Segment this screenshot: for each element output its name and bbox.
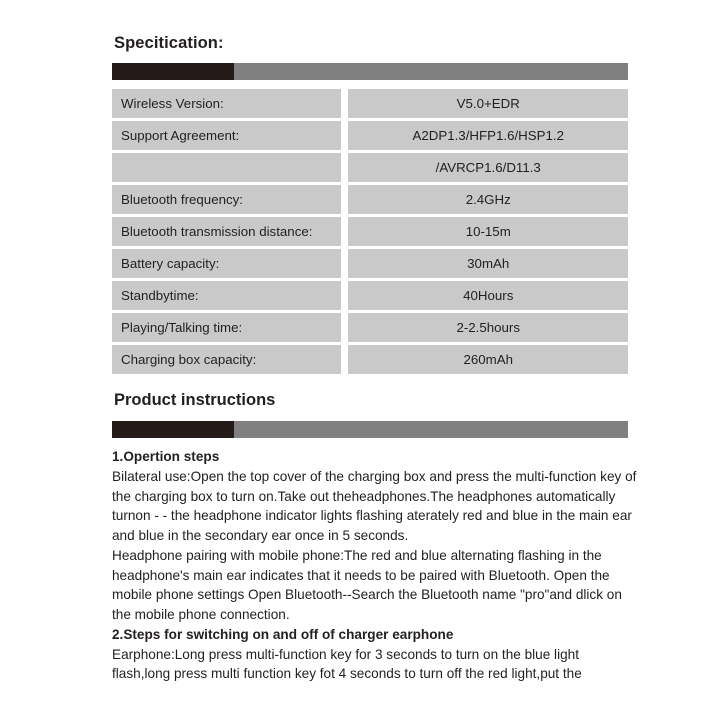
- spec-label: Bluetooth transmission distance:: [112, 217, 341, 249]
- spec-gap: [341, 121, 349, 153]
- spec-label: [112, 153, 341, 185]
- specification-title: Specitication:: [114, 34, 224, 52]
- divider-dark-segment: [112, 63, 234, 80]
- spec-value: 30mAh: [348, 249, 628, 281]
- spec-label: Support Agreement:: [112, 121, 341, 153]
- spec-gap: [341, 345, 349, 377]
- table-row: [112, 121, 628, 153]
- table-row: [112, 345, 628, 377]
- step-1-heading: 1.Opertion steps: [112, 449, 220, 464]
- spec-label: Bluetooth frequency:: [112, 185, 341, 217]
- spec-gap: [341, 89, 349, 121]
- spec-value: V5.0+EDR: [348, 89, 628, 121]
- spec-label: Wireless Version:: [112, 89, 341, 121]
- spec-value: 10-15m: [348, 217, 628, 249]
- spec-gap: [341, 249, 349, 281]
- spec-value: /AVRCP1.6/D11.3: [348, 153, 628, 185]
- spec-gap: [341, 153, 349, 185]
- spec-value: A2DP1.3/HFP1.6/HSP1.2: [348, 121, 628, 153]
- step-2-paragraph-1: Earphone:Long press multi-function key for 3 seconds to turn on the blue light flash,long press multi function key fot 4 seconds to turn off the red light,put the: [112, 646, 582, 682]
- specification-table: [112, 89, 628, 377]
- table-row: [112, 217, 628, 249]
- spec-gap: [341, 313, 349, 345]
- specification-table-body: [112, 89, 628, 377]
- step-1-paragraph-1: Bilateral use:Open the top cover of the charging box and press the multi-function key of the charging box to turn on.Take out theheadphones.The headphones automatically turnon - - the headphone indicator lights flashing aterately red and blue in the main ear and blue in the secondary ear once in 5 seconds.: [112, 468, 637, 544]
- spec-gap: [341, 217, 349, 249]
- step-1-paragraph-2: Headphone pairing with mobile phone:The red and blue alternating flashing in the headphone's main ear indicates that it needs to be paired with Bluetooth. Open the mobile phone settings Open Bluetooth--Search the Bluetooth name "pro"and dlick on the mobile phone connection.: [112, 547, 622, 623]
- table-row: [112, 313, 628, 345]
- divider-light-segment: [234, 421, 628, 438]
- product-instructions-title: Product instructions: [114, 391, 276, 409]
- spec-value: 260mAh: [348, 345, 628, 377]
- instructions-body: [112, 447, 640, 684]
- table-row: [112, 185, 628, 217]
- spec-value: 40Hours: [348, 281, 628, 313]
- instructions-divider-bar: [112, 421, 628, 438]
- table-row: [112, 153, 628, 185]
- spec-label: Playing/Talking time:: [112, 313, 341, 345]
- spec-label: Standbytime:: [112, 281, 341, 313]
- spec-value: 2.4GHz: [348, 185, 628, 217]
- divider-light-segment: [234, 63, 628, 80]
- table-row: [112, 249, 628, 281]
- spec-label: Charging box capacity:: [112, 345, 341, 377]
- spec-gap: [341, 185, 349, 217]
- spec-label: Battery capacity:: [112, 249, 341, 281]
- step-2-heading: 2.Steps for switching on and off of charger earphone: [112, 626, 454, 642]
- spec-gap: [341, 281, 349, 313]
- table-row: [112, 281, 628, 313]
- specification-divider-bar: [112, 63, 628, 80]
- spec-value: 2-2.5hours: [348, 313, 628, 345]
- divider-dark-segment: [112, 421, 234, 438]
- table-row: [112, 89, 628, 121]
